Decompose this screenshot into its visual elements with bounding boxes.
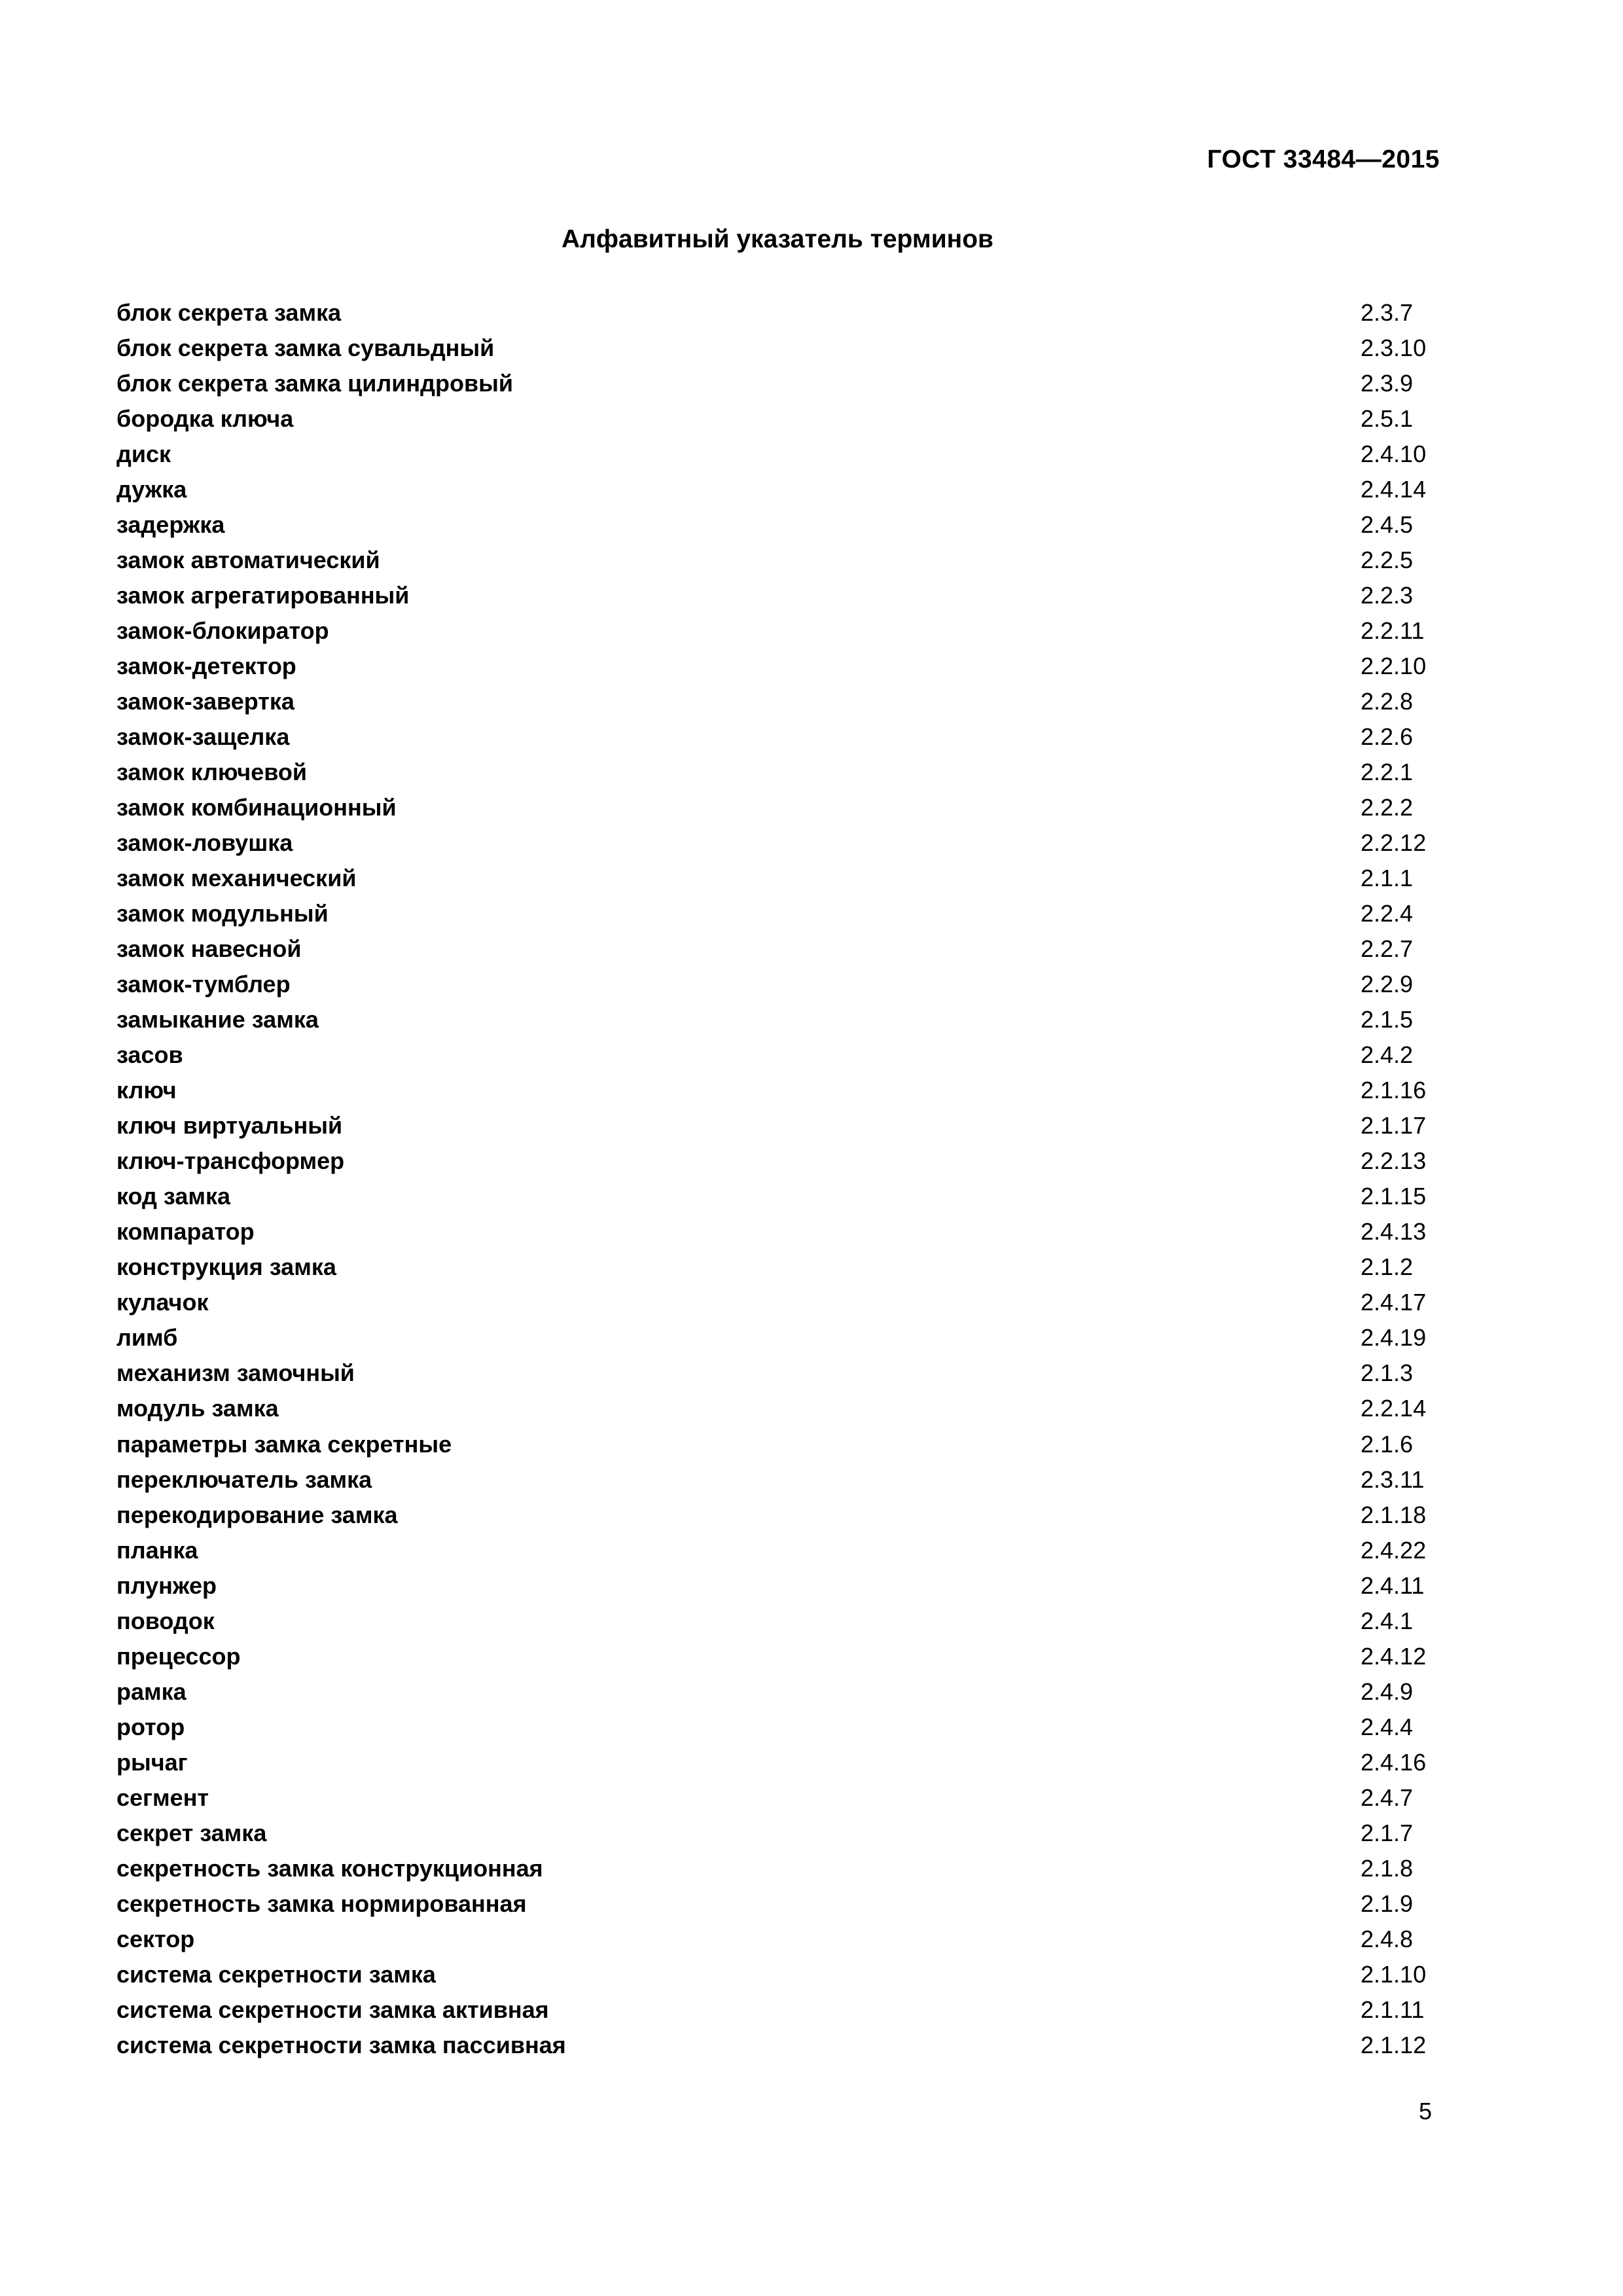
index-entry <box>116 507 1432 543</box>
index-entry <box>116 366 1432 401</box>
index-term: блок секрета замка цилиндровый <box>116 370 513 397</box>
index-reference: 2.1.16 <box>1361 1077 1427 1104</box>
index-reference: 2.4.22 <box>1361 1536 1427 1564</box>
index-reference: 2.5.1 <box>1361 405 1414 433</box>
index-entry <box>116 719 1432 755</box>
index-reference: 2.1.11 <box>1361 1996 1425 2023</box>
index-entry <box>116 1108 1432 1143</box>
index-term: модуль замка <box>116 1395 279 1422</box>
index-term: замыкание замка <box>116 1006 319 1033</box>
index-term: секрет замка <box>116 1819 267 1846</box>
index-term: система секретности замка <box>116 1960 436 1988</box>
index-term: бородка ключа <box>116 405 294 433</box>
index-term: прецессор <box>116 1642 241 1670</box>
index-term: кулачок <box>116 1289 209 1316</box>
index-reference: 2.2.14 <box>1361 1395 1427 1422</box>
index-entry <box>116 1002 1432 1037</box>
index-reference: 2.1.9 <box>1361 1890 1414 1917</box>
index-term: замок-детектор <box>116 653 296 680</box>
index-reference: 2.2.8 <box>1361 688 1414 715</box>
index-reference: 2.1.6 <box>1361 1430 1414 1458</box>
index-reference: 2.4.8 <box>1361 1925 1414 1952</box>
index-term: секретность замка конструкционная <box>116 1854 543 1882</box>
index-entry <box>116 1568 1432 1604</box>
index-reference: 2.2.6 <box>1361 723 1414 751</box>
index-term: ключ-трансформер <box>116 1147 345 1175</box>
index-entry <box>116 1498 1432 1533</box>
index-reference: 2.2.4 <box>1361 900 1414 927</box>
index-reference: 2.3.10 <box>1361 334 1427 362</box>
index-term: замок-блокиратор <box>116 617 329 645</box>
index-reference: 2.2.12 <box>1361 829 1427 857</box>
index-entry <box>116 1816 1432 1851</box>
index-entry <box>116 613 1432 649</box>
index-term: перекодирование замка <box>116 1501 398 1528</box>
index-term: ротор <box>116 1713 185 1740</box>
index-term: сектор <box>116 1925 195 1952</box>
index-reference: 2.2.5 <box>1361 547 1414 574</box>
index-term: поводок <box>116 1607 215 1634</box>
index-entry <box>116 1957 1432 1992</box>
index-term: блок секрета замка <box>116 299 342 326</box>
index-entry <box>116 1639 1432 1674</box>
index-reference: 2.1.12 <box>1361 2031 1427 2058</box>
index-term: переключатель замка <box>116 1465 372 1493</box>
index-reference: 2.2.10 <box>1361 653 1427 680</box>
index-term: система секретности замка активная <box>116 1996 549 2023</box>
index-entry <box>116 1462 1432 1498</box>
index-term: ключ виртуальный <box>116 1112 343 1139</box>
index-term: замок-тумблер <box>116 971 291 998</box>
index-term: рычаг <box>116 1748 188 1776</box>
index-term: замок автоматический <box>116 547 380 574</box>
index-entry <box>116 543 1432 578</box>
index-reference: 2.2.2 <box>1361 794 1414 821</box>
index-term: замок ключевой <box>116 759 308 786</box>
index-reference: 2.4.5 <box>1361 511 1414 539</box>
index-reference: 2.4.4 <box>1361 1713 1414 1740</box>
index-entry <box>116 1922 1432 1957</box>
index-reference: 2.1.8 <box>1361 1854 1414 1882</box>
index-reference: 2.4.19 <box>1361 1324 1427 1352</box>
index-entry <box>116 1214 1432 1249</box>
index-entry <box>116 1604 1432 1639</box>
index-entry <box>116 331 1432 366</box>
index-term: замок механический <box>116 865 357 892</box>
index-entry <box>116 861 1432 896</box>
index-entry <box>116 1073 1432 1108</box>
index-reference: 2.1.15 <box>1361 1183 1427 1210</box>
index-reference: 2.4.9 <box>1361 1677 1414 1705</box>
index-term: замок-завертка <box>116 688 294 715</box>
index-entry <box>116 1533 1432 1568</box>
index-entry <box>116 1710 1432 1745</box>
index-reference: 2.4.7 <box>1361 1784 1414 1811</box>
index-entry <box>116 1427 1432 1462</box>
index-reference: 2.4.12 <box>1361 1642 1427 1670</box>
index-entry <box>116 896 1432 931</box>
index-reference: 2.1.18 <box>1361 1501 1427 1528</box>
index-entry <box>116 1320 1432 1355</box>
index-term: сегмент <box>116 1784 209 1811</box>
index-entry <box>116 967 1432 1002</box>
index-reference: 2.4.13 <box>1361 1218 1427 1246</box>
index-term: засов <box>116 1041 183 1069</box>
index-reference: 2.1.10 <box>1361 1960 1427 1988</box>
index-entry <box>116 1992 1432 2028</box>
index-term: параметры замка секретные <box>116 1430 452 1458</box>
index-reference: 2.1.1 <box>1361 865 1414 892</box>
index-reference: 2.1.7 <box>1361 1819 1414 1846</box>
index-term: замок навесной <box>116 935 302 963</box>
index-term: код замка <box>116 1183 231 1210</box>
index-reference: 2.4.16 <box>1361 1748 1427 1776</box>
index-entry <box>116 1285 1432 1320</box>
index-entry <box>116 755 1432 790</box>
index-entry <box>116 1179 1432 1214</box>
index-entry <box>116 437 1432 472</box>
index-entry <box>116 1745 1432 1780</box>
index-entry <box>116 1851 1432 1886</box>
index-reference: 2.3.11 <box>1361 1465 1425 1493</box>
index-entry <box>116 1886 1432 1922</box>
index-term: дужка <box>116 476 187 503</box>
index-term: конструкция замка <box>116 1253 336 1281</box>
index-term: ключ <box>116 1077 177 1104</box>
index-entry <box>116 1037 1432 1073</box>
index-entry <box>116 649 1432 684</box>
index-entry <box>116 684 1432 719</box>
index-reference: 2.2.13 <box>1361 1147 1427 1175</box>
index-entry <box>116 1780 1432 1816</box>
index-reference: 2.4.14 <box>1361 476 1427 503</box>
index-term: замок-защелка <box>116 723 290 751</box>
index-entry <box>116 790 1432 825</box>
index-term: система секретности замка пассивная <box>116 2031 566 2058</box>
index-entry <box>116 2028 1432 2063</box>
index-entry <box>116 472 1432 507</box>
index-reference: 2.1.3 <box>1361 1359 1414 1387</box>
index-term: секретность замка нормированная <box>116 1890 527 1917</box>
index-reference: 2.3.9 <box>1361 370 1414 397</box>
index-reference: 2.2.7 <box>1361 935 1414 963</box>
index-entry <box>116 1391 1432 1426</box>
index-term: плунжер <box>116 1571 217 1599</box>
index-reference: 2.1.17 <box>1361 1112 1427 1139</box>
index-entry <box>116 1249 1432 1285</box>
index-reference: 2.2.1 <box>1361 759 1414 786</box>
index-reference: 2.3.7 <box>1361 299 1414 326</box>
index-entry <box>116 1674 1432 1710</box>
index-reference: 2.4.11 <box>1361 1571 1425 1599</box>
index-reference: 2.2.3 <box>1361 582 1414 609</box>
index-entry <box>116 401 1432 437</box>
page-number: 5 <box>1418 2098 1432 2125</box>
index-entry <box>116 931 1432 967</box>
index-term: диск <box>116 440 171 468</box>
index-term: лимб <box>116 1324 178 1352</box>
index-term: планка <box>116 1536 198 1564</box>
index-reference: 2.4.17 <box>1361 1289 1427 1316</box>
index-term: рамка <box>116 1677 187 1705</box>
index-term: замок модульный <box>116 900 329 927</box>
index-entry <box>116 825 1432 861</box>
index-reference: 2.4.10 <box>1361 440 1427 468</box>
index-term: механизм замочный <box>116 1359 355 1387</box>
index-term: компаратор <box>116 1218 255 1246</box>
index-term: замок комбинационный <box>116 794 397 821</box>
index-entry <box>116 578 1432 613</box>
index-title: Алфавитный указатель терминов <box>561 225 994 253</box>
index-reference: 2.1.5 <box>1361 1006 1414 1033</box>
document-code: ГОСТ 33484—2015 <box>1207 145 1440 173</box>
index-reference: 2.4.2 <box>1361 1041 1414 1069</box>
index-reference: 2.2.11 <box>1361 617 1425 645</box>
index-term: блок секрета замка сувальдный <box>116 334 495 362</box>
index-term: замок агрегатированный <box>116 582 410 609</box>
index-entry <box>116 295 1432 331</box>
index-term: замок-ловушка <box>116 829 293 857</box>
index-entry <box>116 1355 1432 1391</box>
index-entry <box>116 1143 1432 1179</box>
term-index-list <box>116 295 1432 2063</box>
index-term: задержка <box>116 511 225 539</box>
index-reference: 2.1.2 <box>1361 1253 1414 1281</box>
index-reference: 2.2.9 <box>1361 971 1414 998</box>
index-reference: 2.4.1 <box>1361 1607 1414 1634</box>
